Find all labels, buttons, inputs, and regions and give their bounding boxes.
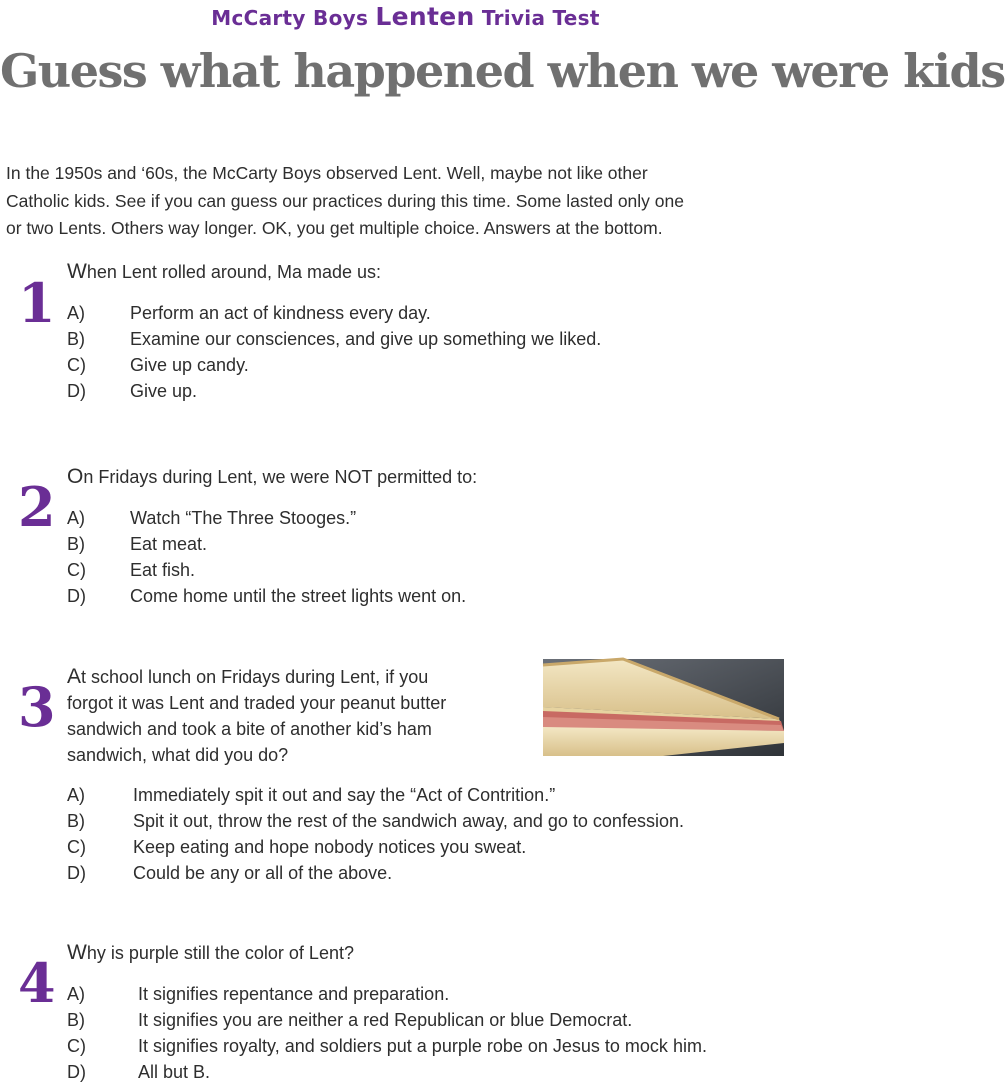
- question-3-text: [67, 664, 446, 768]
- intro-paragraph: [6, 160, 811, 243]
- option-letter: A): [67, 508, 85, 528]
- option-text: Eat fish.: [130, 560, 196, 580]
- option-letter: C): [67, 355, 86, 375]
- question-3-number: 3: [18, 675, 56, 739]
- question-3-options: [67, 782, 684, 886]
- option-b: [67, 531, 466, 557]
- option-a: [67, 300, 601, 326]
- question-initial: W: [67, 260, 87, 283]
- question-1-number: 1: [18, 271, 56, 335]
- option-c: [67, 557, 466, 583]
- option-d: [67, 583, 466, 609]
- option-b: [67, 808, 684, 834]
- intro-line: In the 1950s and ‘60s, the McCarty Boys observed Lent. Well, maybe not like other: [6, 163, 648, 183]
- intro-line: Catholic kids. See if you can guess our practices during this time. Some lasted only one: [6, 190, 684, 211]
- question-4-number: 4: [18, 951, 56, 1015]
- option-letter: D): [67, 1062, 86, 1082]
- option-letter: A): [67, 785, 85, 805]
- question-2-text: [67, 464, 477, 490]
- option-text: It signifies royalty, and soldiers put a purple robe on Jesus to mock him.: [138, 1036, 707, 1056]
- question-1-text: [67, 259, 381, 285]
- option-d: [67, 1059, 707, 1085]
- option-text: Could be any or all of the above.: [133, 863, 393, 883]
- option-text: It signifies you are neither a red Republican or blue Democrat.: [138, 1010, 633, 1030]
- option-text: Give up candy.: [130, 355, 249, 375]
- option-d: [67, 378, 601, 404]
- option-c: [67, 834, 684, 860]
- trivia-test-kicker: [0, 2, 811, 31]
- option-letter: A): [67, 984, 85, 1004]
- intro-line: or two Lents. Others way longer. OK, you get multiple choice. Answers at the bottom.: [6, 218, 663, 238]
- option-a: [67, 782, 684, 808]
- headline: Guess what happened when we were kids: [0, 44, 1005, 98]
- question-line: sandwich and took a bite of another kid’s ham: [67, 719, 432, 739]
- option-text: It signifies repentance and preparation.: [138, 984, 450, 1004]
- question-line: forgot it was Lent and traded your peanut butter: [67, 693, 447, 713]
- option-letter: B): [67, 329, 85, 349]
- option-c: [67, 1033, 707, 1059]
- option-c: [67, 352, 601, 378]
- question-1-options: [67, 300, 601, 404]
- question-rest: n Fridays during Lent, we were NOT permitted to:: [83, 467, 478, 487]
- option-b: [67, 326, 601, 352]
- question-rest: hy is purple still the color of Lent?: [86, 943, 354, 963]
- sandwich-image: [543, 659, 784, 756]
- question-4-options: [67, 981, 707, 1085]
- option-letter: D): [67, 586, 86, 606]
- option-letter: C): [67, 1036, 86, 1056]
- option-text: Examine our consciences, and give up something we liked.: [130, 329, 602, 349]
- ham-sandwich-photo: [543, 659, 784, 756]
- option-text: Spit it out, throw the rest of the sandwich away, and go to confession.: [133, 811, 684, 831]
- option-a: [67, 981, 707, 1007]
- option-b: [67, 1007, 707, 1033]
- kicker-part-name: McCarty Boys: [211, 6, 376, 30]
- option-letter: B): [67, 811, 85, 831]
- question-line: [67, 464, 477, 490]
- kicker-part-lenten: Lenten: [375, 2, 475, 31]
- option-letter: A): [67, 303, 85, 323]
- option-text: Come home until the street lights went on.: [130, 586, 467, 606]
- option-text: Immediately spit it out and say the “Act of Contrition.”: [133, 785, 556, 805]
- option-a: [67, 505, 466, 531]
- kicker-part-trivia: Trivia Test: [474, 6, 600, 30]
- option-text: Watch “The Three Stooges.”: [130, 508, 357, 528]
- option-text: Keep eating and hope nobody notices you sweat.: [133, 837, 527, 857]
- question-rest: hen Lent rolled around, Ma made us:: [86, 262, 382, 282]
- question-initial: W: [67, 941, 87, 964]
- question-2-options: [67, 505, 466, 609]
- option-text: Give up.: [130, 381, 198, 401]
- question-initial: A: [67, 665, 82, 688]
- option-letter: B): [67, 534, 85, 554]
- option-letter: C): [67, 560, 86, 580]
- option-text: Eat meat.: [130, 534, 208, 554]
- question-line: [67, 259, 381, 285]
- option-d: [67, 860, 684, 886]
- option-letter: C): [67, 837, 86, 857]
- option-text: Perform an act of kindness every day.: [130, 303, 431, 323]
- question-initial: O: [67, 465, 84, 488]
- option-letter: D): [67, 863, 86, 883]
- option-letter: B): [67, 1010, 85, 1030]
- question-line: [67, 664, 446, 690]
- question-4-text: [67, 940, 354, 966]
- option-letter: D): [67, 381, 86, 401]
- question-2-number: 2: [18, 475, 56, 539]
- question-line: [67, 940, 354, 966]
- question-line: sandwich, what did you do?: [67, 745, 289, 765]
- question-rest: t school lunch on Fridays during Lent, if you: [81, 667, 429, 687]
- option-text: All but B.: [138, 1062, 211, 1082]
